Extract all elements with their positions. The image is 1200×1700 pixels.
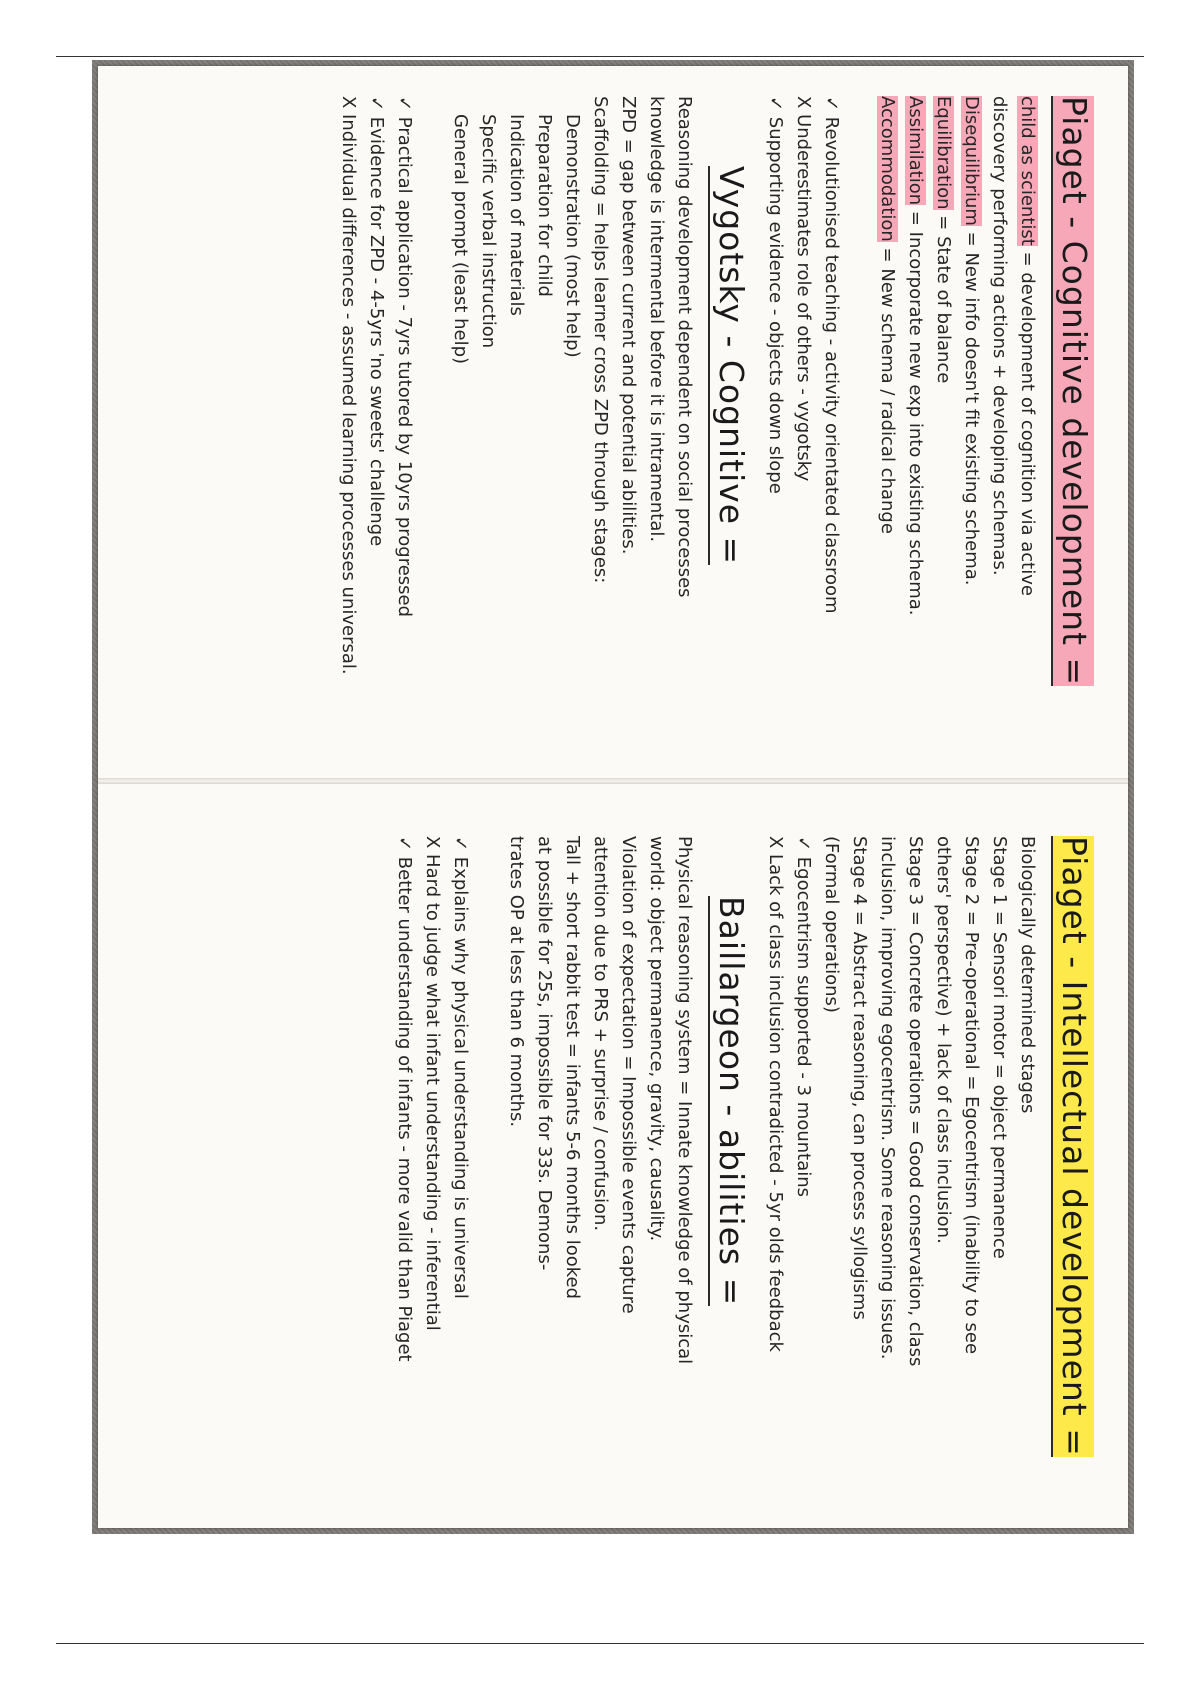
note-line: ZPD = gap between current and potential abilities. <box>618 96 639 555</box>
note-text: discovery performing actions + developing schemas. <box>989 96 1010 576</box>
note-line <box>873 96 901 750</box>
note-line: inclusion, improving egocentrism. Some reasoning issues. <box>877 836 898 1360</box>
evaluation-line: ✓ Explains why physical understanding is universal <box>450 836 471 1299</box>
evaluation-line: ✓ Egocentrism supported - 3 mountains <box>793 836 814 1198</box>
note-text: = New info doesn't fit existing schema. <box>961 225 982 586</box>
highlight-term: Assimilation <box>905 96 926 206</box>
note-line: trates OP at less than 6 months. <box>506 836 527 1128</box>
evaluation-line: ✓ Supporting evidence - objects down slope <box>765 96 786 494</box>
evaluation-line: X Underestimates role of others - vygotsky <box>793 96 814 482</box>
note-line: others' perspective) + lack of class inclusion. <box>933 836 954 1244</box>
note-text: = development of cognition via active <box>1017 245 1038 596</box>
note-line: Indication of materials <box>506 114 527 316</box>
note-line: Physical reasoning system = Innate knowledge of physical <box>674 836 695 1365</box>
piaget-cognitive-title: Piaget - Cognitive development = <box>1051 96 1094 686</box>
note-line: at possible for 25s, impossible for 33s. Demons- <box>534 836 555 1271</box>
highlight-term: Accommodation <box>877 96 898 242</box>
baillargeon-title: Baillargeon - abilities = <box>708 896 751 1306</box>
note-line: Scaffolding = helps learner cross ZPD through stages: <box>590 96 611 584</box>
top-rule <box>56 56 1144 57</box>
note-line: knowledge is intermental before it is intramental. <box>646 96 667 543</box>
right-page <box>98 806 1128 1518</box>
note-line: Stage 3 = Concrete operations = Good conservation, class <box>905 836 926 1367</box>
note-line: Specific verbal instruction <box>478 114 499 349</box>
note-line: Tall + short rabbit test = infants 5-6 months looked <box>562 836 583 1299</box>
note-line: Stage 4 = Abstract reasoning, can process syllogisms <box>849 836 870 1320</box>
highlight-term: Disequilibrium <box>961 96 982 226</box>
bottom-rule <box>56 1643 1144 1644</box>
rotated-spread <box>98 66 1128 1528</box>
note-line <box>901 96 929 750</box>
note-line: General prompt (least help) <box>450 114 471 365</box>
evaluation-line: ✓ Better understanding of infants - more valid than Piaget <box>394 836 415 1362</box>
note-line <box>929 96 957 750</box>
note-line: Stage 1 = Sensori motor = object permanence <box>989 836 1010 1259</box>
vygotsky-title: Vygotsky - Cognitive = <box>708 166 751 565</box>
evaluation-line: ✓ Evidence for ZPD - 4-5yrs 'no sweets' challenge <box>366 96 387 547</box>
note-line <box>985 96 1013 750</box>
evaluation-line: ✓ Practical application - 7yrs tutored by 10yrs progressed <box>394 96 415 618</box>
left-page <box>98 66 1128 778</box>
note-line: attention due to PRS + surprise / confusion. <box>590 836 611 1232</box>
note-line: (Formal operations) <box>821 836 842 1013</box>
note-line <box>957 96 985 750</box>
note-line <box>1013 96 1041 750</box>
evaluation-line: ✓ Revolutionised teaching - activity orientated classroom <box>821 96 842 614</box>
note-line: Demonstration (most help) <box>562 114 583 358</box>
note-text: = State of balance <box>933 209 954 384</box>
piaget-intellectual-title: Piaget - Intellectual development = <box>1051 836 1094 1457</box>
note-line: Violation of expectation = Impossible events capture <box>618 836 639 1314</box>
note-line: world: object permanence, gravity, causality. <box>646 836 667 1242</box>
highlight-term: child as scientist <box>1017 96 1038 246</box>
evaluation-line: X Lack of class inclusion contradicted - 5yr olds feedback <box>765 836 786 1352</box>
highlight-term: Equilibration <box>933 96 954 210</box>
note-line: Preparation for child <box>534 114 555 297</box>
subtitle-line: Biologically determined stages <box>1017 836 1038 1114</box>
evaluation-line: X Hard to judge what infant understanding - inferential <box>422 836 443 1331</box>
note-text: = New schema / radical change <box>877 241 898 534</box>
notebook-paper <box>98 66 1128 1528</box>
note-text: = Incorporate new exp into existing schema. <box>905 205 926 616</box>
note-line: Reasoning development dependent on social processes <box>674 96 695 598</box>
evaluation-line: X Individual differences - assumed learning processes universal. <box>338 96 359 675</box>
note-line: Stage 2 = Pre-operational = Egocentrism (inability to see <box>961 836 982 1355</box>
